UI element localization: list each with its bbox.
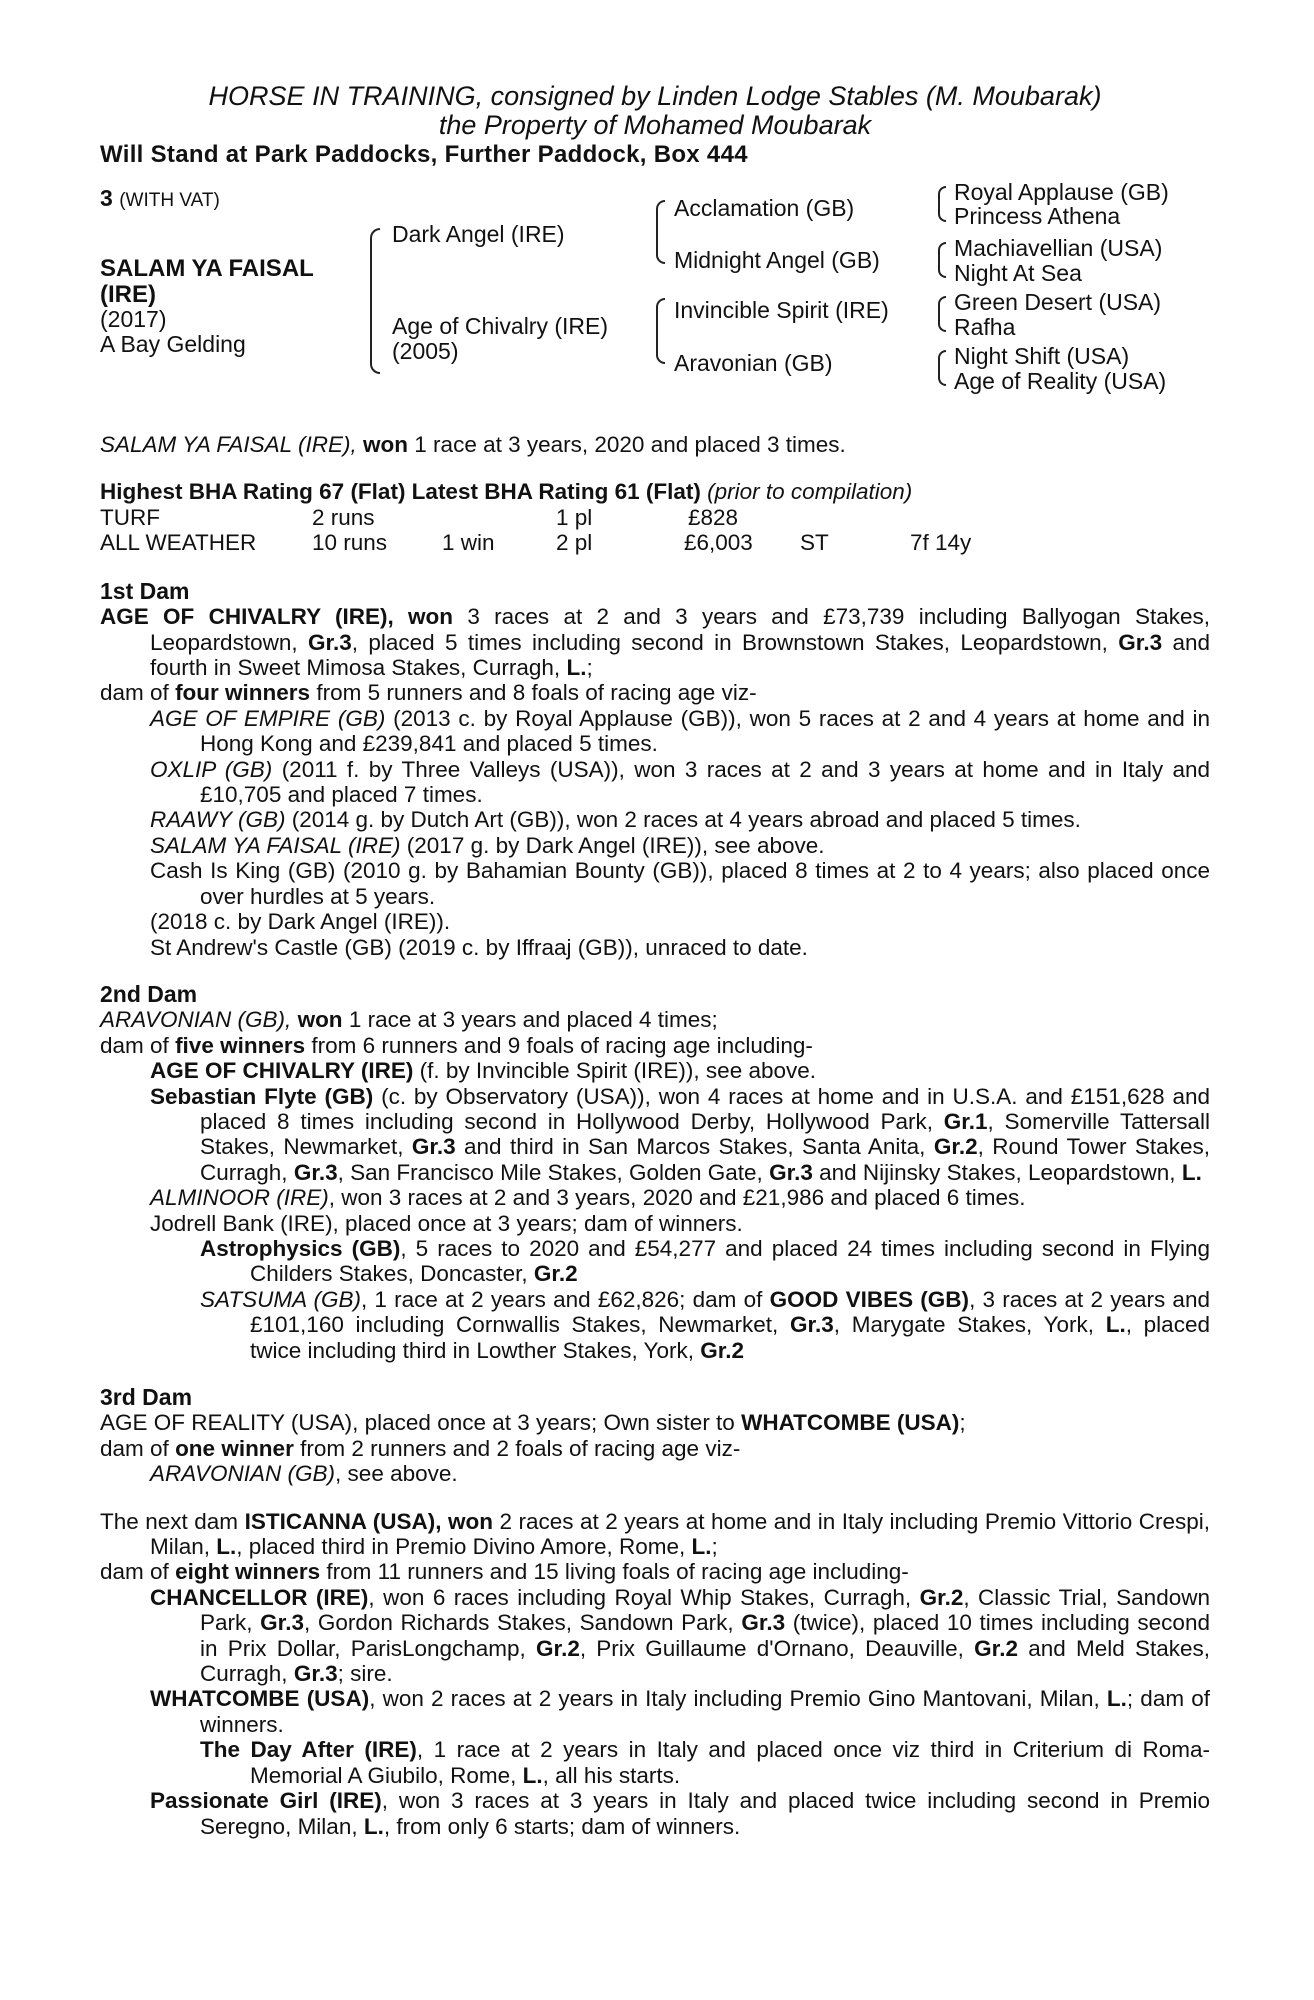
sire: Dark Angel (IRE)	[392, 221, 565, 247]
horse-year: (2017)	[100, 306, 167, 332]
next-dam-section	[100, 1509, 1210, 1839]
pedigree-table	[100, 179, 1210, 418]
produce-item: (2018 c. by Dark Angel (IRE)).	[150, 909, 451, 935]
brace-3b	[938, 242, 946, 278]
first-dam-section	[100, 579, 1210, 960]
second-dam-section	[100, 982, 1210, 1363]
ped-sds: Machiavellian (USA)	[954, 235, 1163, 261]
dam-of-line: dam of four winners from 5 runners and 8 foals of racing age viz-	[100, 680, 757, 706]
section-heading: 3rd Dam	[100, 1384, 193, 1410]
third-dam-section	[100, 1385, 1210, 1487]
horse-description: A Bay Gelding	[100, 331, 246, 357]
aw-distance: 7f 14y	[910, 529, 972, 555]
dam-record: ARAVONIAN (GB), won 1 race at 3 years and placed 4 times;	[100, 1007, 718, 1033]
produce-item: WHATCOMBE (USA), won 2 races at 2 years in Italy including Premio Gino Mantovani, Milan, L.; dam of winners.	[150, 1686, 1210, 1737]
dam-sire: Invincible Spirit (IRE)	[674, 297, 889, 323]
brace-3c	[938, 296, 946, 332]
dam-of-line: dam of eight winners from 11 runners and 15 living foals of racing age including-	[100, 1559, 909, 1585]
produce-item: The Day After (IRE), 1 race at 2 years in Italy and placed once viz third in Criterium di Roma-Memorial A Giubilo, Rome, L., all his starts.	[200, 1737, 1210, 1788]
stats-table	[100, 505, 1210, 557]
dam-of-line: dam of one winner from 2 runners and 2 foals of racing age viz-	[100, 1435, 741, 1461]
aw-pl: 2 pl	[556, 529, 593, 555]
dam-record: AGE OF REALITY (USA), placed once at 3 years; Own sister to WHATCOMBE (USA);	[100, 1410, 966, 1436]
brace-2a	[656, 200, 665, 264]
turf-money: £828	[688, 504, 739, 530]
lot-number: 3 (WITH VAT)	[100, 185, 220, 211]
produce-item: SALAM YA FAISAL (IRE) (2017 g. by Dark Angel (IRE)), see above.	[150, 832, 825, 858]
brace-3d	[938, 350, 946, 386]
section-heading: 1st Dam	[100, 577, 190, 604]
produce-item: Astrophysics (GB), 5 races to 2020 and £54,277 and placed 24 times including second in Flying Childers Stakes, Doncaster, Gr.2	[200, 1235, 1211, 1287]
dam-record: AGE OF CHIVALRY (IRE), won 3 races at 2 and 3 years and £73,739 including Ballyogan Stakes, Leopardstown, Gr.3, placed 5 times including second in Brownstown Stakes, Leopardstown, Gr.3 and fourth in Sweet Mimosa Stakes, Curragh, L.;	[100, 604, 1210, 681]
aw-runs: 10 runs	[312, 529, 388, 555]
dam-dam: Aravonian (GB)	[674, 350, 833, 376]
dam-record: The next dam ISTICANNA (USA), won 2 races at 2 years at home and in Italy including Premio Vittorio Crespi, Milan, L., placed third in Premio Divino Amore, Rome, L.;	[100, 1508, 1211, 1560]
produce-item: ARAVONIAN (GB), see above.	[150, 1461, 458, 1487]
produce-item: Cash Is King (GB) (2010 g. by Bahamian Bounty (GB)), placed 8 times at 2 to 4 years; also placed once over hurdles at 5 years.	[150, 858, 1210, 909]
turf-label: TURF	[100, 504, 160, 530]
dam-of-line: dam of five winners from 6 runners and 9 foals of racing age including-	[100, 1032, 813, 1058]
ped-dsd: Rafha	[954, 314, 1016, 340]
produce-item: SATSUMA (GB), 1 race at 2 years and £62,826; dam of GOOD VIBES (GB), 3 races at 2 years and £101,160 including Cornwallis Stakes, Newmarket, Gr.3, Marygate Stakes, York, L., placed twice including third in Lowther Stakes, York, Gr.2	[200, 1286, 1210, 1363]
produce-item: Jodrell Bank (IRE), placed once at 3 years; dam of winners.	[150, 1210, 743, 1236]
brace-2b	[656, 298, 665, 364]
race-summary: SALAM YA FAISAL (IRE), won 1 race at 3 years, 2020 and placed 3 times.	[100, 432, 846, 457]
produce-item: Sebastian Flyte (GB) (c. by Observatory (USA)), won 4 races at home and in U.S.A. and £151,628 and placed 8 times including second in Hollywood Derby, Hollywood Park, Gr.1, Somerville Tattersall Stakes, Newmarket, Gr.3 and third in San Marcos Stakes, Santa Anita, Gr.2, Round Tower Stakes, Curragh, Gr.3, San Francisco Mile Stakes, Golden Gate, Gr.3 and Nijinsky Stakes, Leopardstown, L.	[150, 1083, 1210, 1185]
ratings-line: Highest BHA Rating 67 (Flat) Latest BHA Rating 61 (Flat) (prior to compilation)	[100, 479, 913, 505]
sire-sire: Acclamation (GB)	[674, 195, 855, 221]
produce-item: OXLIP (GB) (2011 f. by Three Valleys (USA)), won 3 races at 2 and 3 years at home and in Italy and £10,705 and placed 7 times.	[150, 756, 1210, 808]
aw-money: £6,003	[684, 529, 753, 555]
stable-location: Will Stand at Park Paddocks, Further Paddock, Box 444	[100, 141, 748, 168]
aw-label: ALL WEATHER	[100, 529, 257, 555]
produce-item: AGE OF EMPIRE (GB) (2013 c. by Royal Applause (GB)), won 5 races at 2 and 4 years at home and in Hong Kong and £239,841 and placed 5 times.	[150, 705, 1210, 757]
dam-year: (2005)	[392, 338, 459, 364]
produce-item: AGE OF CHIVALRY (IRE) (f. by Invincible Spirit (IRE)), see above.	[150, 1058, 817, 1084]
produce-item: RAAWY (GB) (2014 g. by Dutch Art (GB)), won 2 races at 4 years abroad and placed 5 times.	[150, 807, 1081, 833]
produce-item: CHANCELLOR (IRE), won 6 races including Royal Whip Stakes, Curragh, Gr.2, Classic Trial, Sandown Park, Gr.3, Gordon Richards Stakes, Sandown Park, Gr.3 (twice), placed 10 times including second in Prix Dollar, ParisLongchamp, Gr.2, Prix Guillaume d'Ornano, Deauville, Gr.2 and Meld Stakes, Curragh, Gr.3; sire.	[150, 1584, 1210, 1687]
ped-ddd: Age of Reality (USA)	[954, 368, 1167, 394]
horse-name: SALAM YA FAISAL	[100, 255, 314, 282]
ped-ssd: Princess Athena	[954, 203, 1121, 229]
dam: Age of Chivalry (IRE)	[392, 313, 609, 339]
aw-win: 1 win	[442, 529, 495, 555]
ped-dds: Night Shift (USA)	[954, 343, 1130, 369]
owner-line: the Property of Mohamed Moubarak	[438, 110, 872, 140]
produce-item: Passionate Girl (IRE), won 3 races at 3 years in Italy and placed twice including second in Premio Seregno, Milan, L., from only 6 starts; dam of winners.	[150, 1788, 1211, 1839]
produce-item: ALMINOOR (IRE), won 3 races at 2 and 3 years, 2020 and £21,986 and placed 6 times.	[150, 1185, 1026, 1211]
turf-runs: 2 runs	[312, 504, 375, 530]
consignor-line: HORSE IN TRAINING, consigned by Linden Lodge Stables (M. Moubarak)	[208, 81, 1102, 111]
produce-item: St Andrew's Castle (GB) (2019 c. by Iffraaj (GB)), unraced to date.	[150, 934, 808, 960]
horse-country: (IRE)	[100, 281, 156, 308]
ped-sss: Royal Applause (GB)	[954, 179, 1169, 205]
brace-1	[370, 228, 380, 374]
brace-3a	[938, 186, 946, 222]
aw-surface: ST	[800, 529, 829, 555]
sire-dam: Midnight Angel (GB)	[674, 247, 880, 273]
section-heading: 2nd Dam	[100, 980, 198, 1007]
catalogue-page	[100, 82, 1210, 1839]
turf-pl: 1 pl	[556, 504, 593, 530]
ped-dss: Green Desert (USA)	[954, 289, 1162, 315]
ped-sdd: Night At Sea	[954, 260, 1082, 286]
